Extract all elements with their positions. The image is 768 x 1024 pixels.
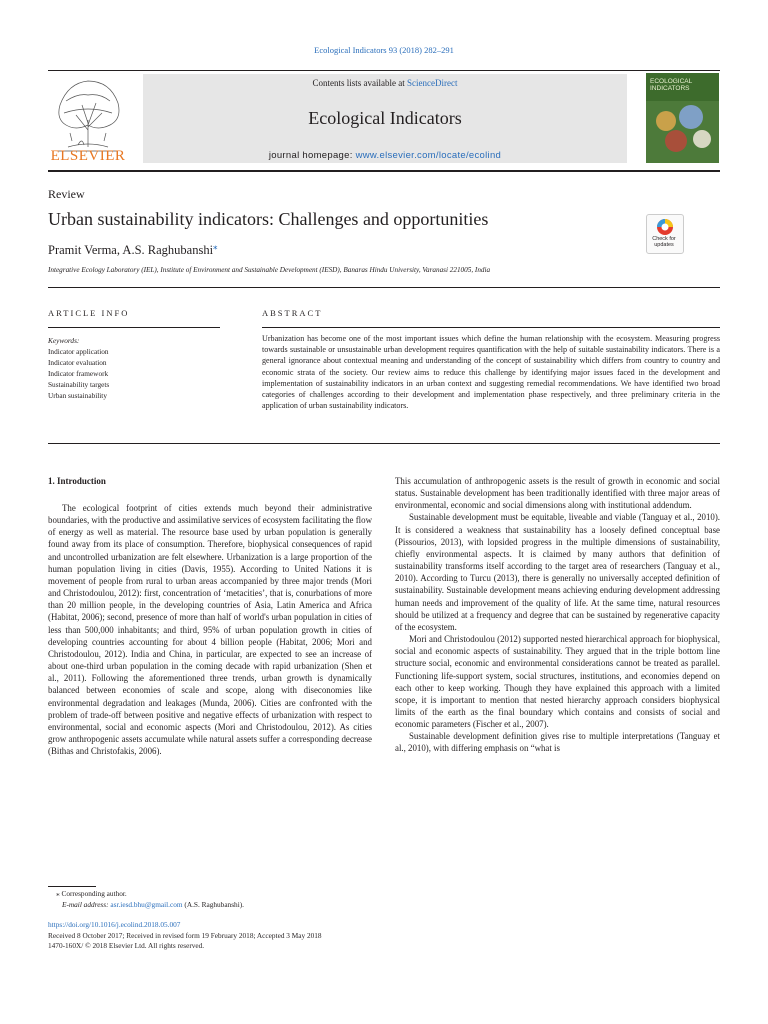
email-label: E-mail address: xyxy=(62,900,111,909)
keyword-item: Indicator framework xyxy=(48,369,109,378)
article-type: Review xyxy=(48,187,85,201)
keyword-item: Sustainability targets xyxy=(48,380,110,389)
corresponding-author-note: ⁎ Corresponding author. xyxy=(56,889,127,898)
sciencedirect-link[interactable]: ScienceDirect xyxy=(407,78,458,88)
paragraph: Sustainable development definition gives rise to multiple interpretations (Tanguay et al., 2010), with differing emphasis on “what is xyxy=(395,731,720,754)
crossmark-label[interactable]: Check for updates xyxy=(652,236,676,248)
divider-rule xyxy=(48,443,720,444)
paragraph: This accumulation of anthropogenic assets is the result of growth in economic and social status. Sustainable development has been traditionally identified with three major areas of environmental, economic and social dimensions along with institutional addendum. xyxy=(395,476,720,511)
footnote xyxy=(48,888,244,910)
contents-line xyxy=(143,78,627,88)
doi-block xyxy=(48,920,322,952)
corresponding-author-mark[interactable]: ⁎ xyxy=(213,241,218,251)
keyword-item: Indicator application xyxy=(48,347,109,356)
abstract-rule xyxy=(262,327,720,328)
homepage-line xyxy=(143,150,627,161)
homepage-link[interactable]: www.elsevier.com/locate/ecolind xyxy=(355,150,502,161)
keywords-block xyxy=(48,335,109,401)
article-info-heading: ARTICLE INFO xyxy=(48,308,130,318)
paragraph: Mori and Christodoulou (2012) supported nested hierarchical approach for biophysical, social and economic aspects of sustainability. They argued that in the triple bottom line structure social, economic and environmental considerations cannot be treated as parallel. Functioning life-support system, social structures, institutions, and economies depend on each other to keep working. Though they have explained this approach with a limited scope, it is important to mention that nested hierarchy approach considers biophysical limits of the earth as the final boundary which contains and consists of social and economic parameters (Fischer et al., 2007). xyxy=(395,634,720,730)
abstract-text: Urbanization has become one of the most important issues which define the human relationship with the ecosystem. Measuring progress towards sustainable or unsustainable urban development requires quantification with the help of suitable sustainability indicators. There is a general ignorance about contextual meaning and understanding of the concept of sustainability which differs from country to country and economic strata of the society. Our review aims to reduce this challenge by identifying major issues faced in the development and implementation of sustainability indicators in an urban context and suggesting remedial recommendations. We have identified two broad categories of challenges according to their development and implementation phase respectively, and three preliminary criteria in the application of urban sustainability indicators. xyxy=(262,334,720,411)
footnote-rule xyxy=(48,886,96,887)
doi-link[interactable]: https://doi.org/10.1016/j.ecolind.2018.05.007 xyxy=(48,920,181,929)
keywords-label: Keywords: xyxy=(48,336,80,345)
article-info-rule xyxy=(48,327,220,328)
paragraph: Sustainable development must be equitable, liveable and viable (Tanguay et al., 2010). It is considered a weakness that sustainability has a loosely defined conceptual base (Pissourios, 2013), with lopsided progress in the multiple dimensions of sustainability, chiefly environmental aspects. It is claimed by many authors that definition of sustainability transforms itself according to the target area of researchers (Tanguay et al., 2010). According to Turcu (2013), there is generally no universally accepted definition of sustainability. Sustainable development means achieving enduring development addressing human needs and improvement of the quality of life. At the same time, natural resources should be utilized at a frequency and degree that can be sustained by regenerative capacity of the ecosystem. xyxy=(395,512,720,632)
email-line xyxy=(48,899,244,910)
body-column-right xyxy=(395,475,720,755)
affiliation: Integrative Ecology Laboratory (IEL), Institute of Environment and Sustainable Development (IESD), Banaras Hindu University, Varanasi 221005, India xyxy=(48,266,491,274)
contents-prefix: Contents lists available at xyxy=(312,78,407,88)
homepage-prefix: journal homepage: xyxy=(268,150,356,161)
section-heading-introduction: 1. Introduction xyxy=(48,476,106,486)
email-link[interactable]: asr.iesd.bhu@gmail.com xyxy=(110,900,183,909)
abstract-heading: ABSTRACT xyxy=(262,308,323,318)
received-dates: Received 8 October 2017; Received in revised form 19 February 2018; Accepted 3 May 2018 xyxy=(48,930,322,940)
body-column-left xyxy=(48,502,372,757)
article-title: Urban sustainability indicators: Challenges and opportunities xyxy=(48,209,489,229)
cover-title: ECOLOGICAL INDICATORS xyxy=(650,78,693,92)
email-suffix: (A.S. Raghubanshi). xyxy=(182,900,244,909)
crossmark-icon xyxy=(647,215,683,237)
authors-text[interactable]: Pramit Verma, A.S. Raghubanshi xyxy=(48,243,214,258)
journal-reference[interactable]: Ecological Indicators 93 (2018) 282–291 xyxy=(314,45,454,55)
paragraph: The ecological footprint of cities extends much beyond their administrative boundaries, with the productive and assimilative services of ecosystem facilitating the flow of energy as well as material. The resource base used by urban population is generally found away from its place of consumption. Therefore, biophysical consequences of rapid and uncontrolled urbanization are felt elsewhere. Urbanization is a large proportion of the human population living in cities (Davis, 1955). According to United Nations it is movement of people from rural to urban areas accompanied by three major trends (Mori and Christodoulou, 2012): first, concentration of ‘metacities’, that is, conurbations of more than 20 million people, in the developing countries of Asia, Latin America and Africa (Habitat, 2006); second, presence of more than half of world's urban population in cities of less than 500,000 inhabitants; and third, 95% of urban population growth in cities of developing countries accounting for about 4 billion people (Habitat, 2006; Mori and Christodoulou, 2012). India and China, in particular, are expected to see an increase of about one-third urban population in the coming decade with rapid urbanization (Shen et al., 2011). Following the aforementioned three trends, urban growth is dynamically balanced between economies of scale and scope, along with diseconomies like environmental degradation and leakages (Munda, 2006). Cities are confronted with the problem of trade-off between positive and negative effects of urbanization with respect to environmental, social and economic aspects (Mori and Christodoulou, 2012). As cities grow anthropogenic assets accumulate while natural assets suffer a corresponding decrease (Bithas and Christofakis, 2006). xyxy=(48,503,372,757)
divider-rule xyxy=(48,287,720,288)
author-list xyxy=(48,241,218,258)
keyword-item: Indicator evaluation xyxy=(48,358,107,367)
journal-name: Ecological Indicators xyxy=(308,108,462,128)
crossmark-button[interactable] xyxy=(646,214,684,254)
header-bottom-rule xyxy=(48,170,720,172)
copyright: 1470-160X/ © 2018 Elsevier Ltd. All rights reserved. xyxy=(48,941,205,950)
elsevier-wordmark: ELSEVIER xyxy=(50,148,126,164)
keyword-item: Urban sustainability xyxy=(48,391,107,400)
top-rule xyxy=(48,70,720,71)
